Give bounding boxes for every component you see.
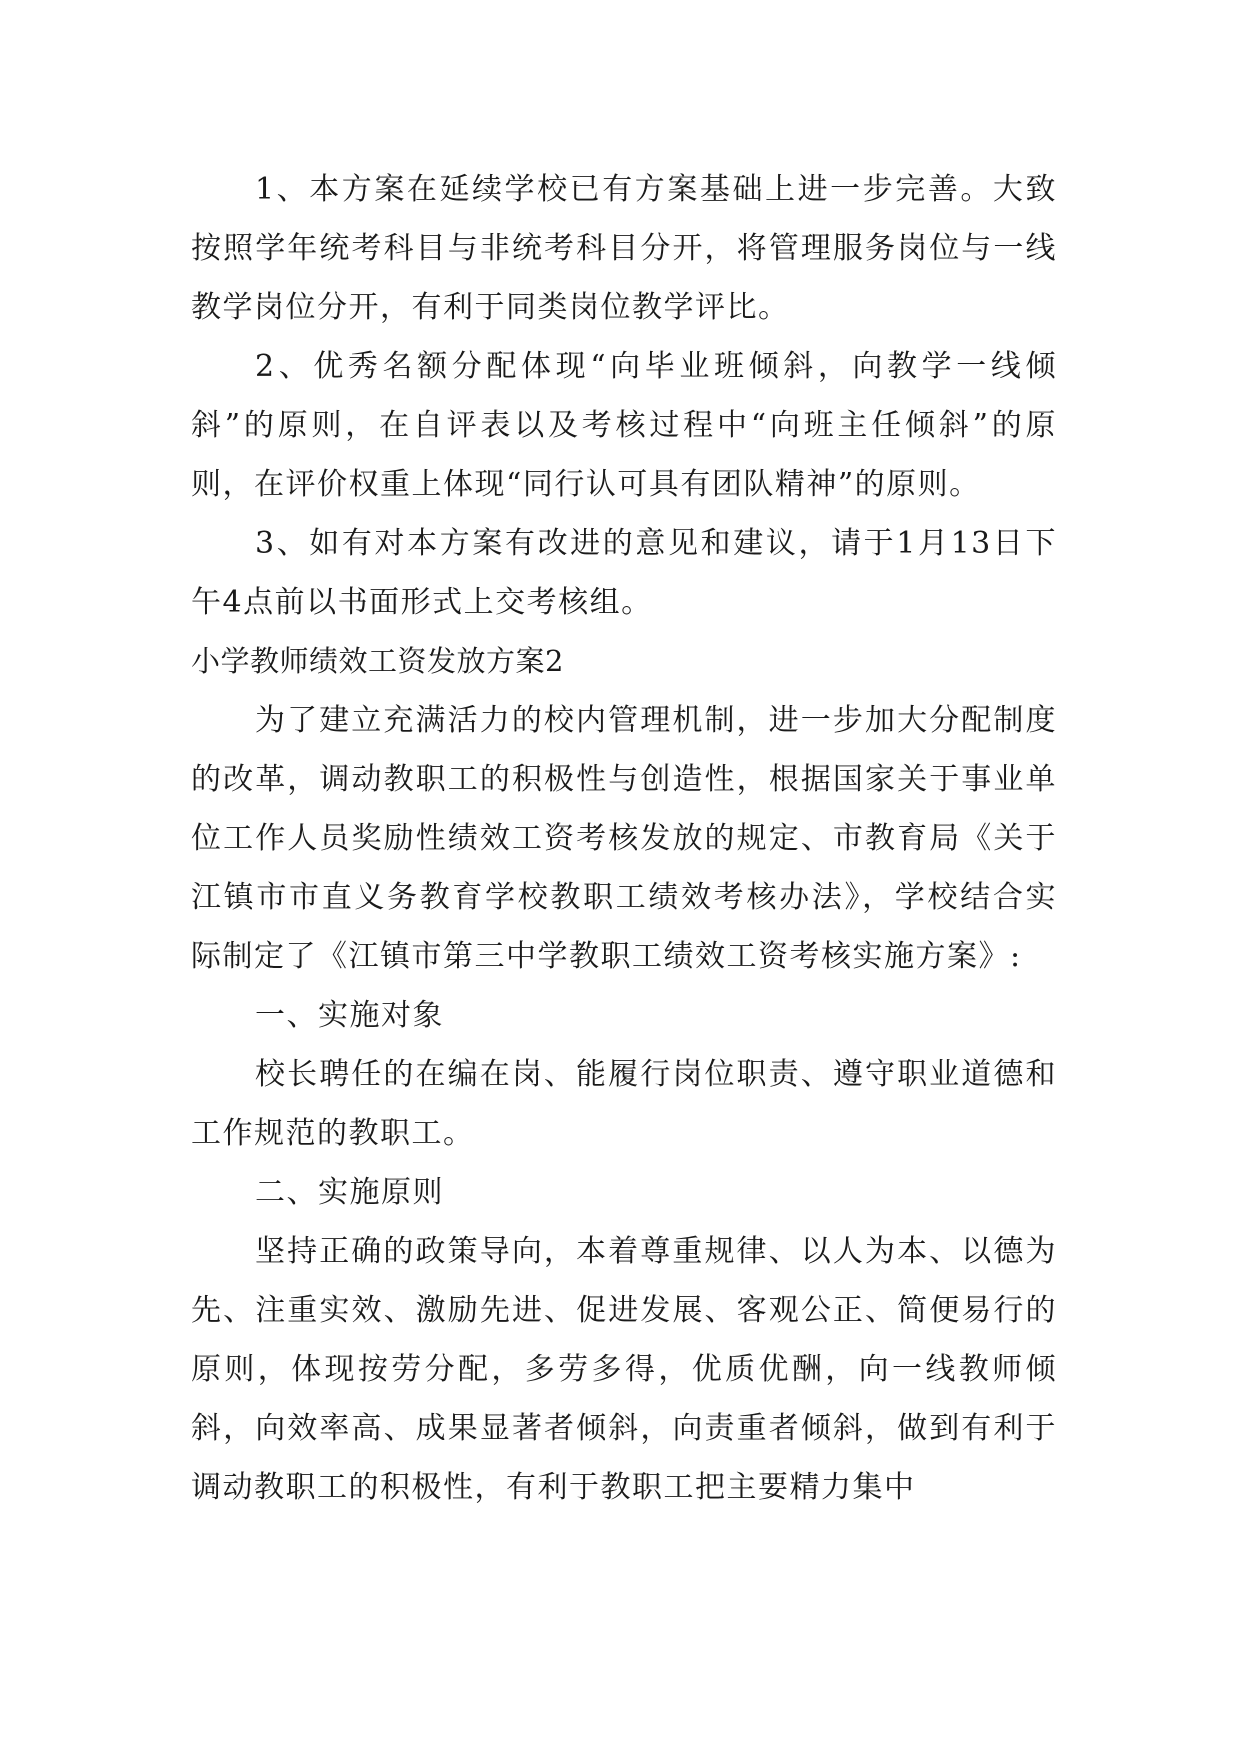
paragraph-intro: 为了建立充满活力的校内管理机制，进一步加大分配制度的改革，调动教职工的积极性与创造性，根据国家关于事业单位工作人员奖励性绩效工资考核发放的规定、市教育局《关于江镇市市直义务教育学校教职工绩效考核办法》，学校结合实际制定了《江镇市第三中学教职工绩效工资考核实施方案》: — [191, 703, 1057, 974]
document-body — [191, 160, 1057, 1517]
paragraph-3: 3、如有对本方案有改进的意见和建议，请于1月13日下午4点前以书面形式上交考核组。 — [191, 526, 1057, 620]
paragraph-1: 1、本方案在延续学校已有方案基础上进一步完善。大致按照学年统考科目与非统考科目分开，将管理服务岗位与一线教学岗位分开，有利于同类岗位教学评比。 — [191, 172, 1057, 325]
paragraph-principle: 坚持正确的政策导向，本着尊重规律、以人为本、以德为先、注重实效、激励先进、促进发展、客观公正、简便易行的原则，体现按劳分配，多劳多得，优质优酬，向一线教师倾斜，向效率高、成果显著者倾斜，向责重者倾斜，做到有利于调动教职工的积极性，有利于教职工把主要精力集中 — [191, 1234, 1057, 1505]
heading-implementation-principle: 二、实施原则 — [255, 1175, 444, 1210]
paragraph-target: 校长聘任的在编在岗、能履行岗位职责、遵守职业道德和工作规范的教职工。 — [191, 1057, 1057, 1151]
section-title: 小学教师绩效工资发放方案2 — [191, 644, 564, 678]
paragraph-2: 2、优秀名额分配体现“向毕业班倾斜，向教学一线倾斜”的原则，在自评表以及考核过程中“向班主任倾斜”的原则，在评价权重上体现“同行认可具有团队精神”的原则。 — [191, 349, 1057, 502]
heading-implementation-target: 一、实施对象 — [255, 998, 444, 1033]
